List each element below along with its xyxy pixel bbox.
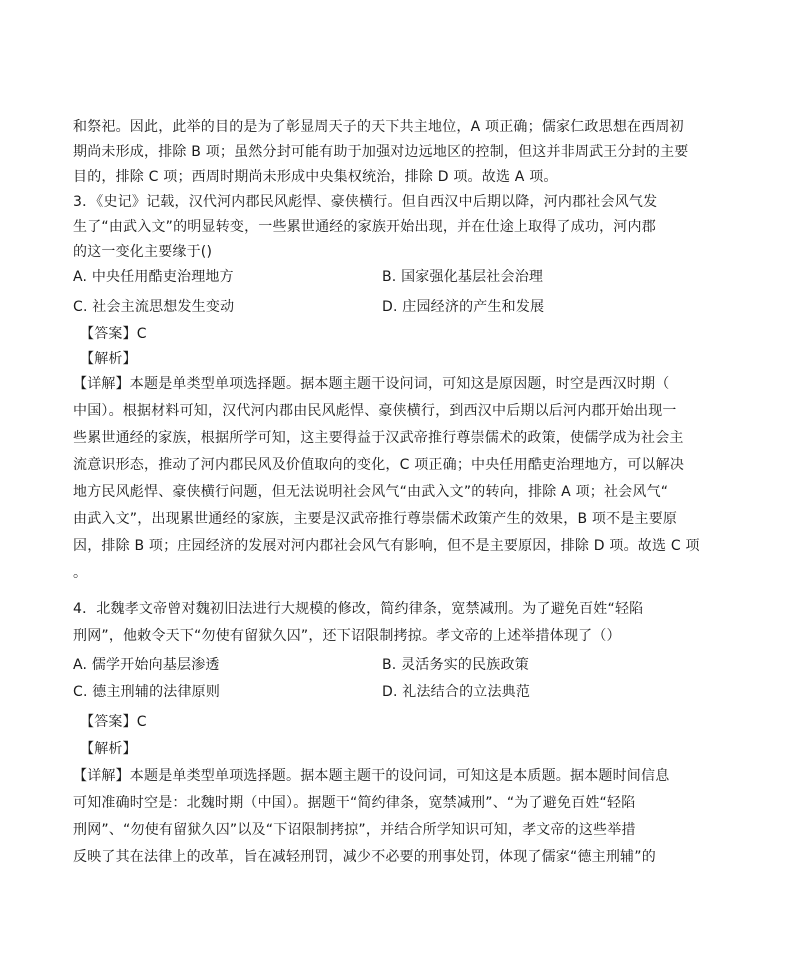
question-4-option-c: C. 德主刑辅的法律原则 — [73, 684, 221, 700]
question-3-detail: 些累世通经的家族，根据所学可知，这主要得益于汉武帝推行尊崇儒术的政策，使儒学成为社会主 — [73, 430, 684, 446]
question-4-detail: 反映了其在法律上的改革，旨在减轻刑罚，减少不必要的刑事处罚，体现了儒家“德主刑辅”的 — [73, 849, 656, 865]
question-3-stem: 生了“由武入文”的明显转变，一些累世通经的家族开始出现，并在仕途上取得了成功，河内郡 — [73, 219, 656, 235]
question-3-stem: 的这一变化主要缘于() — [73, 244, 213, 260]
text-line: 期尚未形成，排除 B 项；虽然分封可能有助于加强对边远地区的控制，但这并非周武王分封的主要 — [73, 144, 689, 160]
question-3-detail: 由武入文”，出现累世通经的家族，主要是汉武帝推行尊崇儒术政策产生的效果，B 项不是主要原 — [73, 511, 678, 527]
question-4-stem: 4．北魏孝文帝曾对魏初旧法进行大规模的修改，简约律条，宽禁减刑。为了避免百姓“轻陷 — [73, 601, 644, 617]
question-3-detail: 【详解】本题是单类型单项选择题。据本题主题干设问词，可知这是原因题，时空是西汉时期（ — [73, 376, 670, 392]
question-3-answer: 【答案】C — [80, 326, 147, 342]
question-4-detail: 可知准确时空是：北魏时期（中国）。据题干“简约律条，宽禁减刑”、“为了避免百姓“轻陷 — [73, 795, 636, 811]
question-4-answer: 【答案】C — [80, 714, 147, 730]
question-4-option-d: D. 礼法结合的立法典范 — [382, 684, 531, 700]
question-3-detail: 因，排除 B 项；庄园经济的发展对河内郡社会风气有影响，但不是主要原因，排除 D 项。故选 C 项 — [73, 538, 700, 554]
question-3-detail: 流意识形态，推动了河内郡民风及价值取向的变化，C 项正确；中央任用酷吏治理地方，可以解决 — [73, 457, 685, 473]
question-3-option-d: D. 庄园经济的产生和发展 — [382, 299, 545, 315]
question-4-option-a: A. 儒学开始向基层渗透 — [73, 657, 220, 673]
question-3-option-a: A. 中央任用酷吏治理地方 — [73, 269, 234, 285]
question-4-stem: 刑网”，他敕令天下“勿使有留狱久囚”，还下诏限制拷掠。孝文帝的上述举措体现了（） — [73, 628, 621, 644]
question-4-analysis-label: 【解析】 — [80, 741, 137, 757]
question-3-analysis-label: 【解析】 — [80, 351, 137, 367]
question-3-option-c: C. 社会主流思想发生变动 — [73, 299, 235, 315]
question-3-detail: 。 — [73, 565, 88, 581]
text-line: 和祭祀。因此，此举的目的是为了彰显周天子的天下共主地位，A 项正确；儒家仁政思想在西周初 — [73, 119, 684, 135]
question-3-option-b: B. 国家强化基层社会治理 — [382, 269, 544, 285]
question-4-detail: 【详解】本题是单类型单项选择题。据本题主题干的设问词，可知这是本质题。据本题时间信息 — [73, 768, 670, 784]
question-4-detail: 刑网”、“勿使有留狱久囚”以及“下诏限制拷掠”，并结合所学知识可知，孝文帝的这些举措 — [73, 822, 636, 838]
text-line: 目的，排除 C 项；西周时期尚未形成中央集权统治，排除 D 项。故选 A 项。 — [73, 169, 558, 185]
question-3-detail: 中国）。根据材料可知，汉代河内郡由民风彪悍、豪侠横行，到西汉中后期以后河内郡开始出现一 — [73, 403, 677, 419]
question-3-detail: 地方民风彪悍、豪侠横行问题，但无法说明社会风气“由武入文”的转向，排除 A 项；社会风气“ — [73, 484, 669, 500]
question-3-stem: 3．《史记》记载，汉代河内郡民风彪悍、豪侠横行。但自西汉中后期以降，河内郡社会风气发 — [73, 194, 658, 210]
question-4-option-b: B. 灵活务实的民族政策 — [382, 657, 529, 673]
